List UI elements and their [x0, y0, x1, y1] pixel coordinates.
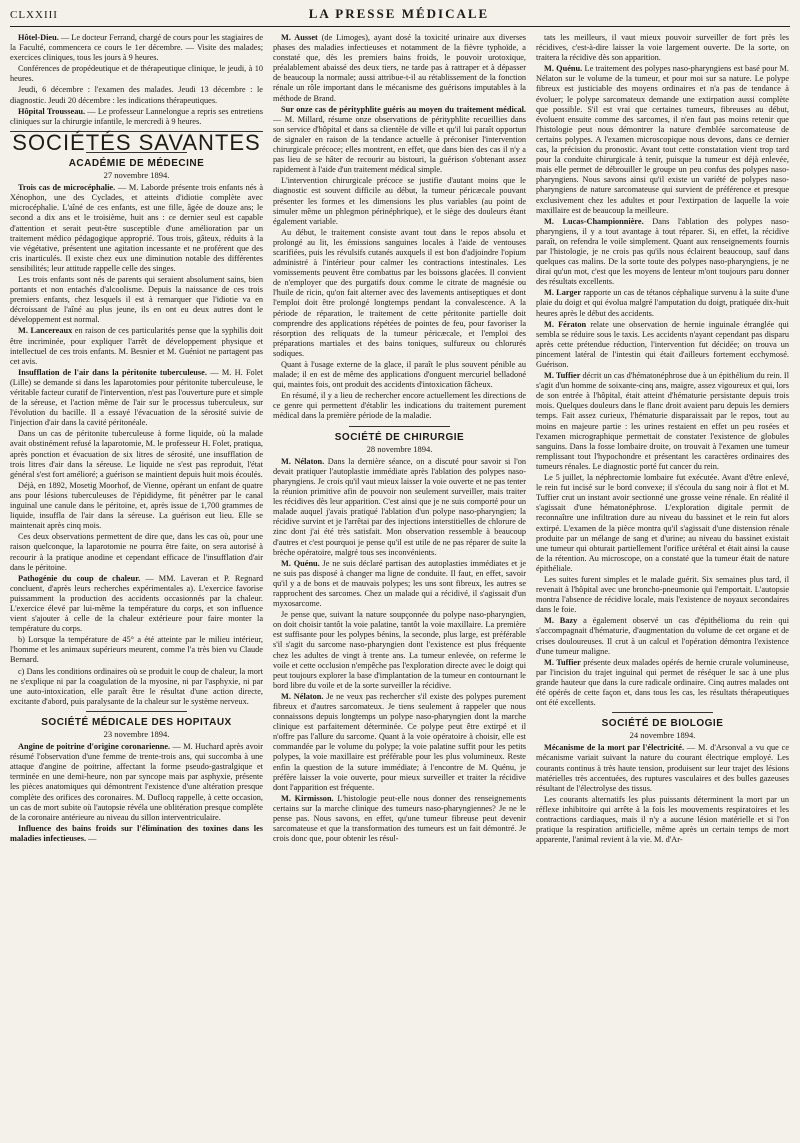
paragraph-lead: Hôpital Trousseau. [18, 106, 86, 116]
paragraph [536, 575, 789, 615]
paragraph [10, 481, 263, 531]
paragraph-lead: Influence des bains froids sur l'élimination des toxines dans les maladies infectieuses. [10, 823, 263, 843]
paragraph-lead: M. Larger [544, 288, 582, 298]
paragraph-text: Quant à l'usage externe de la glace, il paraît le plus souvent pénible au malade; il en est de même des applications d'onguent mercuriel belladoné qui, maintes fois, ont produit des accidents d'intoxication fâcheux. [273, 360, 526, 390]
journal-title: LA PRESSE MÉDICALE [308, 6, 490, 21]
paragraph [273, 176, 526, 226]
paragraph-text: tats les meilleurs, il vaut mieux pouvoir surveiller de fort près les récidives, c'est-à-dire laisser la voie largement ouverte. De la sorte, on traitera la récidive dès son apparition. [536, 33, 789, 63]
paragraph-text: Dans un cas de péritonite tuberculeuse à forme liquide, où la malade avait obstinément refusé la laparotomie, M. le professeur H. Folet, pratiqua, après ponction et évacuation de six litres de sérosité, une insufflation de trois litres d'air dans la séreuse. Le liquide ne s'est pas reproduit, l'état général s'est fort amélioré; a guérison se maintient depuis huit mois écoulés. [10, 429, 263, 479]
paragraph [273, 105, 526, 176]
section-title: SOCIÉTÉ DE CHIRURGIE [334, 431, 465, 443]
paragraph-lead: M. Kirmisson. [281, 793, 334, 803]
paragraph-text: Dans l'ablation des polypes naso-pharyngiens, il y a tout avantage à tout réparer. Si, en effet, la récidive paraît, on refendra le voile simplement. Quant aux renseignements fournis par l'histologie, je ne crois pas qu'ils nous éclairent beaucoup, sauf dans quelques cas malins. De la sorte toute des polypes naso-pharyngiens, je ne dirai qu'un mot, c'est que les moyens de lenteur m'ont toujours paru donner des résultats excellents. [536, 216, 789, 287]
paragraph-text: en raison de ces particularités pense que la syphilis doit être incriminée, pour expliquer l'arrêt de développement physique et intellectuel de ces trois enfants. M. Besnier et M. Guéniot ne partagent pas cet avis. [10, 326, 263, 366]
paragraph-text: — M. H. Folet (Lille) se demande si dans les laparotomies pour péritonite tuberculeuse, le véritable facteur curatif de l'intervention, n'est pas l'ouverture pure et simple de la séreuse, et l'action même de l'air sur le processus tuberculeux, sur l'évolution du bacille. Il a essayé l'évacuation de la sérosité suivie de l'injection d'air dans la cavité péritonéale. [10, 367, 263, 428]
paragraph [10, 85, 263, 105]
paragraph [536, 371, 789, 472]
paragraph-text: Dans la dernière séance, on a discuté pour savoir si l'on devait pratiquer l'autoplastie immédiate après l'ablation des polypes naso-pharyngiens. Je crois qu'il vaut mieux laisser la voie ouverte et ne pas tenter la réunion primitive afin de pouvoir non seulement surveiller, mais traiter les récidives dès leur apparition. C'est ainsi que je ne suis comporté pour un malade auquel j'avais pratiqué l'ablation d'un polype naso-pharyngien; la récidive survint et je l'arrêtai par des injections interstitielles de chlorure de zinc dont j'ai été très satisfait. Mon observation ressemble à beaucoup d'autres et c'est pourquoi je pense qu'il est utile de ne pas réparer de suite la brèche opératoire, malgré tous ses inconvénients. [273, 456, 526, 557]
paragraph-lead: M. Nélaton. [281, 456, 325, 466]
news-items [10, 33, 263, 127]
column-body [273, 33, 526, 422]
section-body [273, 457, 526, 845]
paragraph-text: c) Dans les conditions ordinaires où se produit le coup de chaleur, la mort ne s'explique ni par la coagulation de la myosine, ni par l'asphyxie, ni par une auto-intoxication, elle paraît être le résultat d'une action directe, excitante d'abord, puis paralysante de la chaleur sur le système nerveux. [10, 666, 263, 706]
newspaper-page [10, 0, 790, 1135]
paragraph [273, 559, 526, 609]
paragraph [536, 288, 789, 318]
paragraph [536, 743, 789, 793]
paragraph-text: Au début, le traitement consiste avant tout dans le repos absolu et prolongé au lit, les émissions sanguines locales à l'aide de ventouses scarifiées, puis les révulsifs cutanés auxquels il est bon d'adjoindre l'opium administré à l'intérieur pour calmer les contractions intestinales. Les vomissements peuvent être combattus par les boissons glacées. Il convient de n'employer que des purgatifs doux comme le citrate de magnésie ou l'huile de ricin, qu'on fait alterner avec des lavements antiseptiques et dont l'emploi doit être prolongé longtemps pendant la convalescence. A la période de réparation, le traitement de cette péritonite partielle doit comprendre des applications répétées de pointes de feu, pour favoriser la résorption des reliquats de la tumeur péricæcale, et l'emploi des préparations martiales et des bains toniques, sulfureux ou chlorurés sodiques. [273, 227, 526, 358]
main-section-heading: SOCIÉTÉS SAVANTES [12, 129, 261, 155]
paragraph-lead: M. Ausset [281, 33, 318, 42]
section-date: 27 novembre 1894. [103, 170, 170, 181]
paragraph-lead: Sur onze cas de pérityphlite guéris au moyen du traitement médical. [281, 104, 526, 114]
paragraph [536, 616, 789, 656]
paragraph-lead: M. Bazy [544, 616, 578, 626]
section-body [10, 742, 263, 844]
section-title: SOCIÉTÉ MÉDICALE DES HOPITAUX [41, 716, 232, 728]
paragraph-lead: Insufflation de l'air dans la péritonite tuberculeuse. [18, 367, 207, 377]
page-header [10, 6, 790, 27]
column-container [10, 33, 790, 1131]
paragraph [10, 183, 263, 274]
paragraph [273, 360, 526, 390]
paragraph [536, 658, 789, 708]
column-3 [536, 33, 789, 1131]
paragraph-text: relate une observation de hernie inguinale étranglée qui sembla se réduire sous le taxis. Les accidents n'ayant cependant pas disparu après cette prétendue réduction, l'intervention fut décidée; on trouva un pincement latéral de l'intestin qui était d'ailleurs fortement ecchymosé. Guérison. [536, 319, 789, 369]
section-date: 23 novembre 1894. [103, 729, 170, 739]
paragraph-lead: M. Lucas-Championnière. [544, 216, 644, 226]
paragraph [10, 33, 263, 63]
paragraph [10, 635, 263, 665]
paragraph-text: — Le docteur Ferrand, chargé de cours pour les stagiaires de la Faculté, commencera ce cours le 1er décembre. — Visite des malades; exercices cliniques, tous les jours à 9 heures. [10, 33, 263, 63]
column-body [536, 33, 789, 708]
paragraph-text: Je ne veux pas rechercher s'il existe des polypes purement fibreux et d'autres sarcomateux. Je tiens seulement à rappeler que nous connaissons depuis longtemps un polype naso-pharyngien dont la marche clinique est parfaitement déterminée. Ce polype peut être extirpé et il n'offre pas l'allure du sarcome. Quant à la voie opératoire à choisir, elle est commandée par le volume du polype; la voie palatine suffit pour les petits polypes, la voie maxillaire est préférable pour les plus volumineux. Reste enfin la question de la suture immédiate; à l'encontre de M. Quénu, je préfère laisser la voie ouverte, pour mieux surveiller et traiter la récidive dont l'apparition est fréquente. [273, 691, 526, 792]
paragraph [536, 795, 789, 845]
paragraph [536, 33, 789, 63]
paragraph-lead: M. Lancereaux [18, 326, 73, 336]
paragraph-text: Ces deux observations permettent de dire que, dans les cas où, pour une raison quelconque, la laparotomie ne pourra être faite, on sera autorisé à recourir à la pratique anodine et cependant efficace de l'insufflation d'air dans le péritoine. [10, 532, 263, 572]
paragraph [536, 320, 789, 370]
divider [612, 712, 713, 713]
paragraph-text: — M. Laborde présente trois enfants nés à Xénophon, une des Cyclades, et atteints d'idiotie complète avec microcéphalie. L'aîné de ces enfants, est une fille, âgée de douze ans; le second a dix ans et le troisième, huit ans : ce dernier seul est capable d'attention et serait peut-être susceptible d'une amélioration par un traitement médico pédagogique approprié. Tous trois, gâteux, réduits à la vie végétative, présentent une agitation incessante et ne proférent que des cris inarticulés. Il existe chez eux une diminution notable des différentes sensibilités; leur attitude rappelle celle des singes. [10, 183, 263, 273]
paragraph [273, 794, 526, 844]
paragraph [10, 667, 263, 707]
paragraph [273, 228, 526, 359]
paragraph [10, 326, 263, 366]
paragraph-lead: M. Quénu. [544, 64, 583, 74]
paragraph [536, 64, 789, 215]
paragraph-lead: M. Tuffier [544, 657, 581, 667]
paragraph [10, 368, 263, 429]
column-1 [10, 33, 263, 1131]
paragraph-text: Les suites furent simples et le malade guérit. Six semaines plus tard, il revenait à l'hôpital avec une broncho-pneumonie qui l'emportait. L'autopsie montra l'absence de récidive locale, mais l'existence de noyaux secondaires dans le foie. [536, 574, 789, 615]
paragraph-text: Jeudi, 6 décembre : l'examen des malades. Jeudi 13 décembre : le diagnostic. Jeudi 20 décembre : les indications thérapeutiques. [10, 85, 263, 105]
paragraph-lead: Trois cas de microcéphalie. [18, 183, 116, 193]
paragraph [536, 217, 789, 288]
paragraph-lead: Mécanisme de la mort par l'électricité. [544, 743, 685, 753]
paragraph-text: Conférences de propédeutique et de thérapeutique clinique, le jeudi, à 10 heures. [10, 64, 263, 84]
paragraph-text: décrit un cas d'hématonéphrose due à un épithélium du rein. Il s'agit d'un homme de soixante-cinq ans, maigre, assez vigoureux et qui, lors de son entrée à l'hôpital, était atteint d'hématurie persistante depuis trois mois. Quelques douleurs dans le flanc droit avaient paru depuis les derniers temps. Fait assez curieux, l'hématurie disparaissait par le repos, tout au moins en majeure partie : les urines restaient en effet un peu rosées et l'examen micrographique permettait de constater l'existence de globules sanguins. Dans la fosse lombaire droite, on trouvait à l'examen une tumeur remplissant tout l'hypochondre et présentant les caractères ordinaires des tumeurs rénales. Le diagnostic porté fut cancer du rein. [536, 371, 789, 471]
paragraph-text: a également observé un cas d'épithélioma du rein qui s'accompagnait d'hématurie, d'augmentation du volume de cet organe et de crises douloureuses. Il crut à un calcul et l'opération démontra l'existence d'une tumeur maligne. [536, 616, 789, 656]
divider [349, 426, 450, 427]
paragraph-lead: M. Tuffier [544, 371, 581, 381]
paragraph-text: L'intervention chirurgicale précoce se justifie d'autant moins que le diagnostic est souvent difficile au début, la tumeur péricæcale pouvant présenter les formes et les dimensions les plus variables (au point de simuler même un phlegmon périnéphrique), et le siège des douleurs étant également variable. [273, 176, 526, 226]
paragraph-lead: Pathogénie du coup de chaleur. [18, 573, 141, 583]
column-2 [273, 33, 526, 1131]
paragraph-lead: M. Nélaton. [281, 691, 324, 701]
paragraph [273, 33, 526, 104]
paragraph-text: Les courants alternatifs les plus puissants déterminent la mort par un réflexe inhibitoire qui arrête à la fois les mouvements respiratoires et les contractions cardiaques, mais il n'y a aucune lésion matérielle et si l'on pratique la respiration artificielle, même après un certain temps de mort apparente, l'animal revient à la vie. M. d'Ar- [536, 794, 789, 845]
paragraph-lead: Hôtel-Dieu. [18, 33, 59, 42]
paragraph-text: rapporte un cas de tétanos céphalique survenu à la suite d'une plaie du doigt et qui évolua malgré l'amputation du doigt, pratiquée dix-huit heures après le début des accidents. [536, 288, 789, 318]
paragraph [10, 574, 263, 635]
paragraph-text: Le 5 juillet, la néphrectomie lombaire fut exécutée. Avant d'être enlevé, le rein fut incisé sur le bord convexe; il s'écoula du sang noir à flot et M. Tuffier crut un instant avoir sectionné une grosse veine rénale. En réalité il s'agissait d'une hématonéphrose. L'exploration digitale permit de reconnaître une infiltration dure au niveau du bassinet et le rein fut alors extirpé. L'examen de la pièce montra qu'il s'agissait d'une distension rénale produite par un mélange de sang et d'urine; au niveau du bassinet existait une tumeur qui obturait partiellement l'orifice urétéral et était ainsi la cause de la rétention. Au microscope, on a constaté que la tumeur était de nature épithéliale. [536, 473, 789, 573]
section-title: ACADÉMIE DE MÉDECINE [68, 157, 205, 169]
section-date: 28 novembre 1894. [366, 443, 433, 454]
paragraph-text: présente deux malades opérés de hernie crurale volumineuse, par l'incision du trajet inguinal qui permet de réséquer le sac à une plus grande hauteur que dans la cure radicale ordinaire. Cinq autres malades ont été opérés de cette façon et, dans tous les cas, les résultats thérapeutiques ont été excellents. [536, 657, 789, 708]
paragraph-text: — [86, 833, 97, 843]
paragraph-text: En résumé, il y a lieu de rechercher encore actuellement les directions de ce genre qui permettent d'établir les indications du traitement purement médical dans la première période de la maladie. [273, 391, 526, 421]
section-body [10, 183, 263, 707]
section-date: 24 novembre 1894. [629, 730, 696, 741]
section-title: SOCIÉTÉ DE BIOLOGIE [601, 718, 724, 730]
paragraph-text: — Le professeur Lannelongue a repris ses entretiens cliniques sur la chirurgie infantile, le mercredi à 9 heures. [10, 106, 263, 126]
paragraph-text: (de Limoges), ayant dosé la toxicité urinaire aux diverses phases des maladies infectieuses et notamment de la fièvre typhoïde, a constaté que, dès les premiers bains froids, le pouvoir urotoxique, préalablement abaissé des deux tiers, ne tarde pas à rattraper et à dépasser de beaucoup la normale; aussi attribue-t-il au rétablissement de la fonction rénale un rôle important dans le mécanisme des guérisons imputables à la méthode de Brand. [273, 33, 526, 103]
paragraph-lead: M. Quénu. [281, 558, 320, 568]
paragraph [10, 107, 263, 127]
page-number: CLXXIII [10, 9, 58, 21]
paragraph [273, 610, 526, 691]
paragraph [273, 391, 526, 421]
paragraph-lead: Angine de poitrine d'origine coronarienne. [18, 742, 171, 752]
paragraph-text: — M. Millard, résume onze observations de pérityphlite recueillies dans son service d'hôpital et dans sa clientèle de ville et qu'il lui paraît opportun de signaler en raison de la tendance actuelle à préconiser l'intervention chirurgicale précoce; elles montrent, en effet, que dans bien des cas il n'y a pas lieu de se hâter de recourir au bistouri, la guérison s'obtenant assez rapidement à l'aide d'un traitement médical simple. [273, 114, 526, 175]
paragraph [273, 457, 526, 558]
paragraph [10, 64, 263, 84]
paragraph-text: — M. d'Arsonval a vu que ce mécanisme variait suivant la nature du courant électrique employé. Les courants continus à très haute tension, produisent sur leur trajet des lésions matérielles très accentuées, des ruptures vasculaires et des bulles gazeuses résultant de l'électrolyse des tissus. [536, 743, 789, 793]
paragraph-text: — M. Huchard après avoir résumé l'observation d'une femme de trente-trois ans, qui succomba à une attaque d'angine de poitrine, affectant la forme pseudo-gastralgique et terminée en une demi-heure, non par syncope mais par asphyxie, présente les pièces anatomiques qui démontrent l'existence d'une altération presque complète des orifices des coronaires. M. Duflocq rappelle, à cette occasion, un cas de mort subite où l'autopsie révéla une oblitération presque complète de la coronaire antérieure au niveau du sillon interventriculaire. [10, 742, 263, 822]
paragraph-text: b) Lorsque la température de 45° a été atteinte par le milieu intérieur, l'homme et les animaux supérieurs meurent, comme l'a très bien vu Claude Bernard. [10, 635, 263, 665]
paragraph [10, 275, 263, 325]
paragraph-text: Je pense que, suivant la nature soupçonnée du polype naso-pharyngien, on doit choisir tantôt la voie palatine, tantôt la voie maxillaire. La première est suffisante pour les polypes bénins, la seconde, plus large, est préférable s'il s'agit du sarcome naso-pharyngien dont l'existence est plus fréquente chez les adultes de vingt à trente ans. La tumeur enlevée, on referme le voile et cette occlusion n'empêche pas l'exploration directe avec le doigt qui peut toujours explorer la base d'implantation de la tumeur en contournant le bord libre du voile et de la sorte surveiller la récidive. [273, 610, 526, 690]
paragraph-text: Déjà, en 1892, Mosetig Moorhof, de Vienne, opérant un enfant de quatre ans pour lésions tuberculeuses de l'épididyme, fit pénétrer par le canal inguinal une canule dans le péritoine, et, après issue de 1,700 grammes de liquide, insuffla de l'air dans la séreuse. La guérison eut lieu. Elle se maintenait après cinq mois. [10, 480, 263, 531]
paragraph [273, 692, 526, 793]
paragraph [10, 532, 263, 572]
paragraph-lead: M. Fératon [544, 319, 587, 329]
paragraph-text: Le traitement des polypes naso-pharyngiens est basé pour M. Nélaton sur le volume de la tumeur, et pour moi sur sa nature. Le polype fibreux est justiciable des moyens ordinaires et n'a pas de tendance à évoluer; le polype sarcomateux demande une extirpation aussi complète que possible. S'il est vrai que certaines tumeurs, fibreuses au début, évoluent ensuite comme des sarcomes, il n'en faut pas moins retenir que l'histologie peut nous démontrer la nature d'emblée sarcomateuse de certains polypes. A l'examen microscopique nous devons, dans ce dernier cas, la précision du pronostic. Avant tout cette constatation vient trop tard pour la conduite chirurgicale à tenir, puisque la tumeur est déjà enlevée, mais elle permet de débrouiller le groupe un peu confus des polypes naso-pharyngiens. Nous savons ainsi qu'il existe un variété de polypes naso-pharyngiens de nature sarcomateuse qui survient de préférence et presque exclusivement chez les adultes et pour l'extirpation de laquelle la voie maxillaire est de beaucoup la meilleure. [536, 64, 789, 215]
paragraph-text: Je ne suis déclaré partisan des autoplasties immédiates et je ne suis pas disposé à changer ma ligne de conduite. Il faut, en effet, savoir qu'il y a de bons et de mauvais polypes; les uns sont fibreux, les autres se rapprochent des sarcomes. Chez un malade qui a récidivé, il s'agissait d'un myxosarcome. [273, 558, 526, 609]
divider [86, 711, 187, 712]
section-body [536, 743, 789, 845]
paragraph [536, 473, 789, 574]
paragraph [10, 742, 263, 823]
paragraph-text: L'histologie peut-elle nous donner des renseignements certains sur la marche clinique des tumeurs naso-pharyngiennes? Je ne le pense pas. Nous savons, en effet, qu'une tumeur fibreuse peut devenir sarcomateuse et que la transformation des tumeurs est un fait démontré. Je crois donc que, pour obtenir les résul- [273, 793, 526, 844]
paragraph [10, 429, 263, 479]
paragraph [10, 824, 263, 844]
paragraph-text: Les trois enfants sont nés de parents qui seraient absolument sains, bien portants et non entachés d'alcoolisme. Depuis la naissance de ces trois premiers enfants, chez lesquels il est à remarquer que l'idiotie va en décroissant de l'aîné au plus jeune, ils en ont eu deux autres dont le développement est normal. [10, 274, 263, 325]
paragraph-text: — MM. Laveran et P. Regnard concluent, d'après leurs recherches expérimentales a). L'exercice favorise puissamment la production des accidents occasionnés par la chaleur. L'exercice élevé par lui-même la température du corps, et son influence vient s'ajouter à celle de la chaleur extérieure pour faire monter la température du corps. [10, 573, 263, 634]
